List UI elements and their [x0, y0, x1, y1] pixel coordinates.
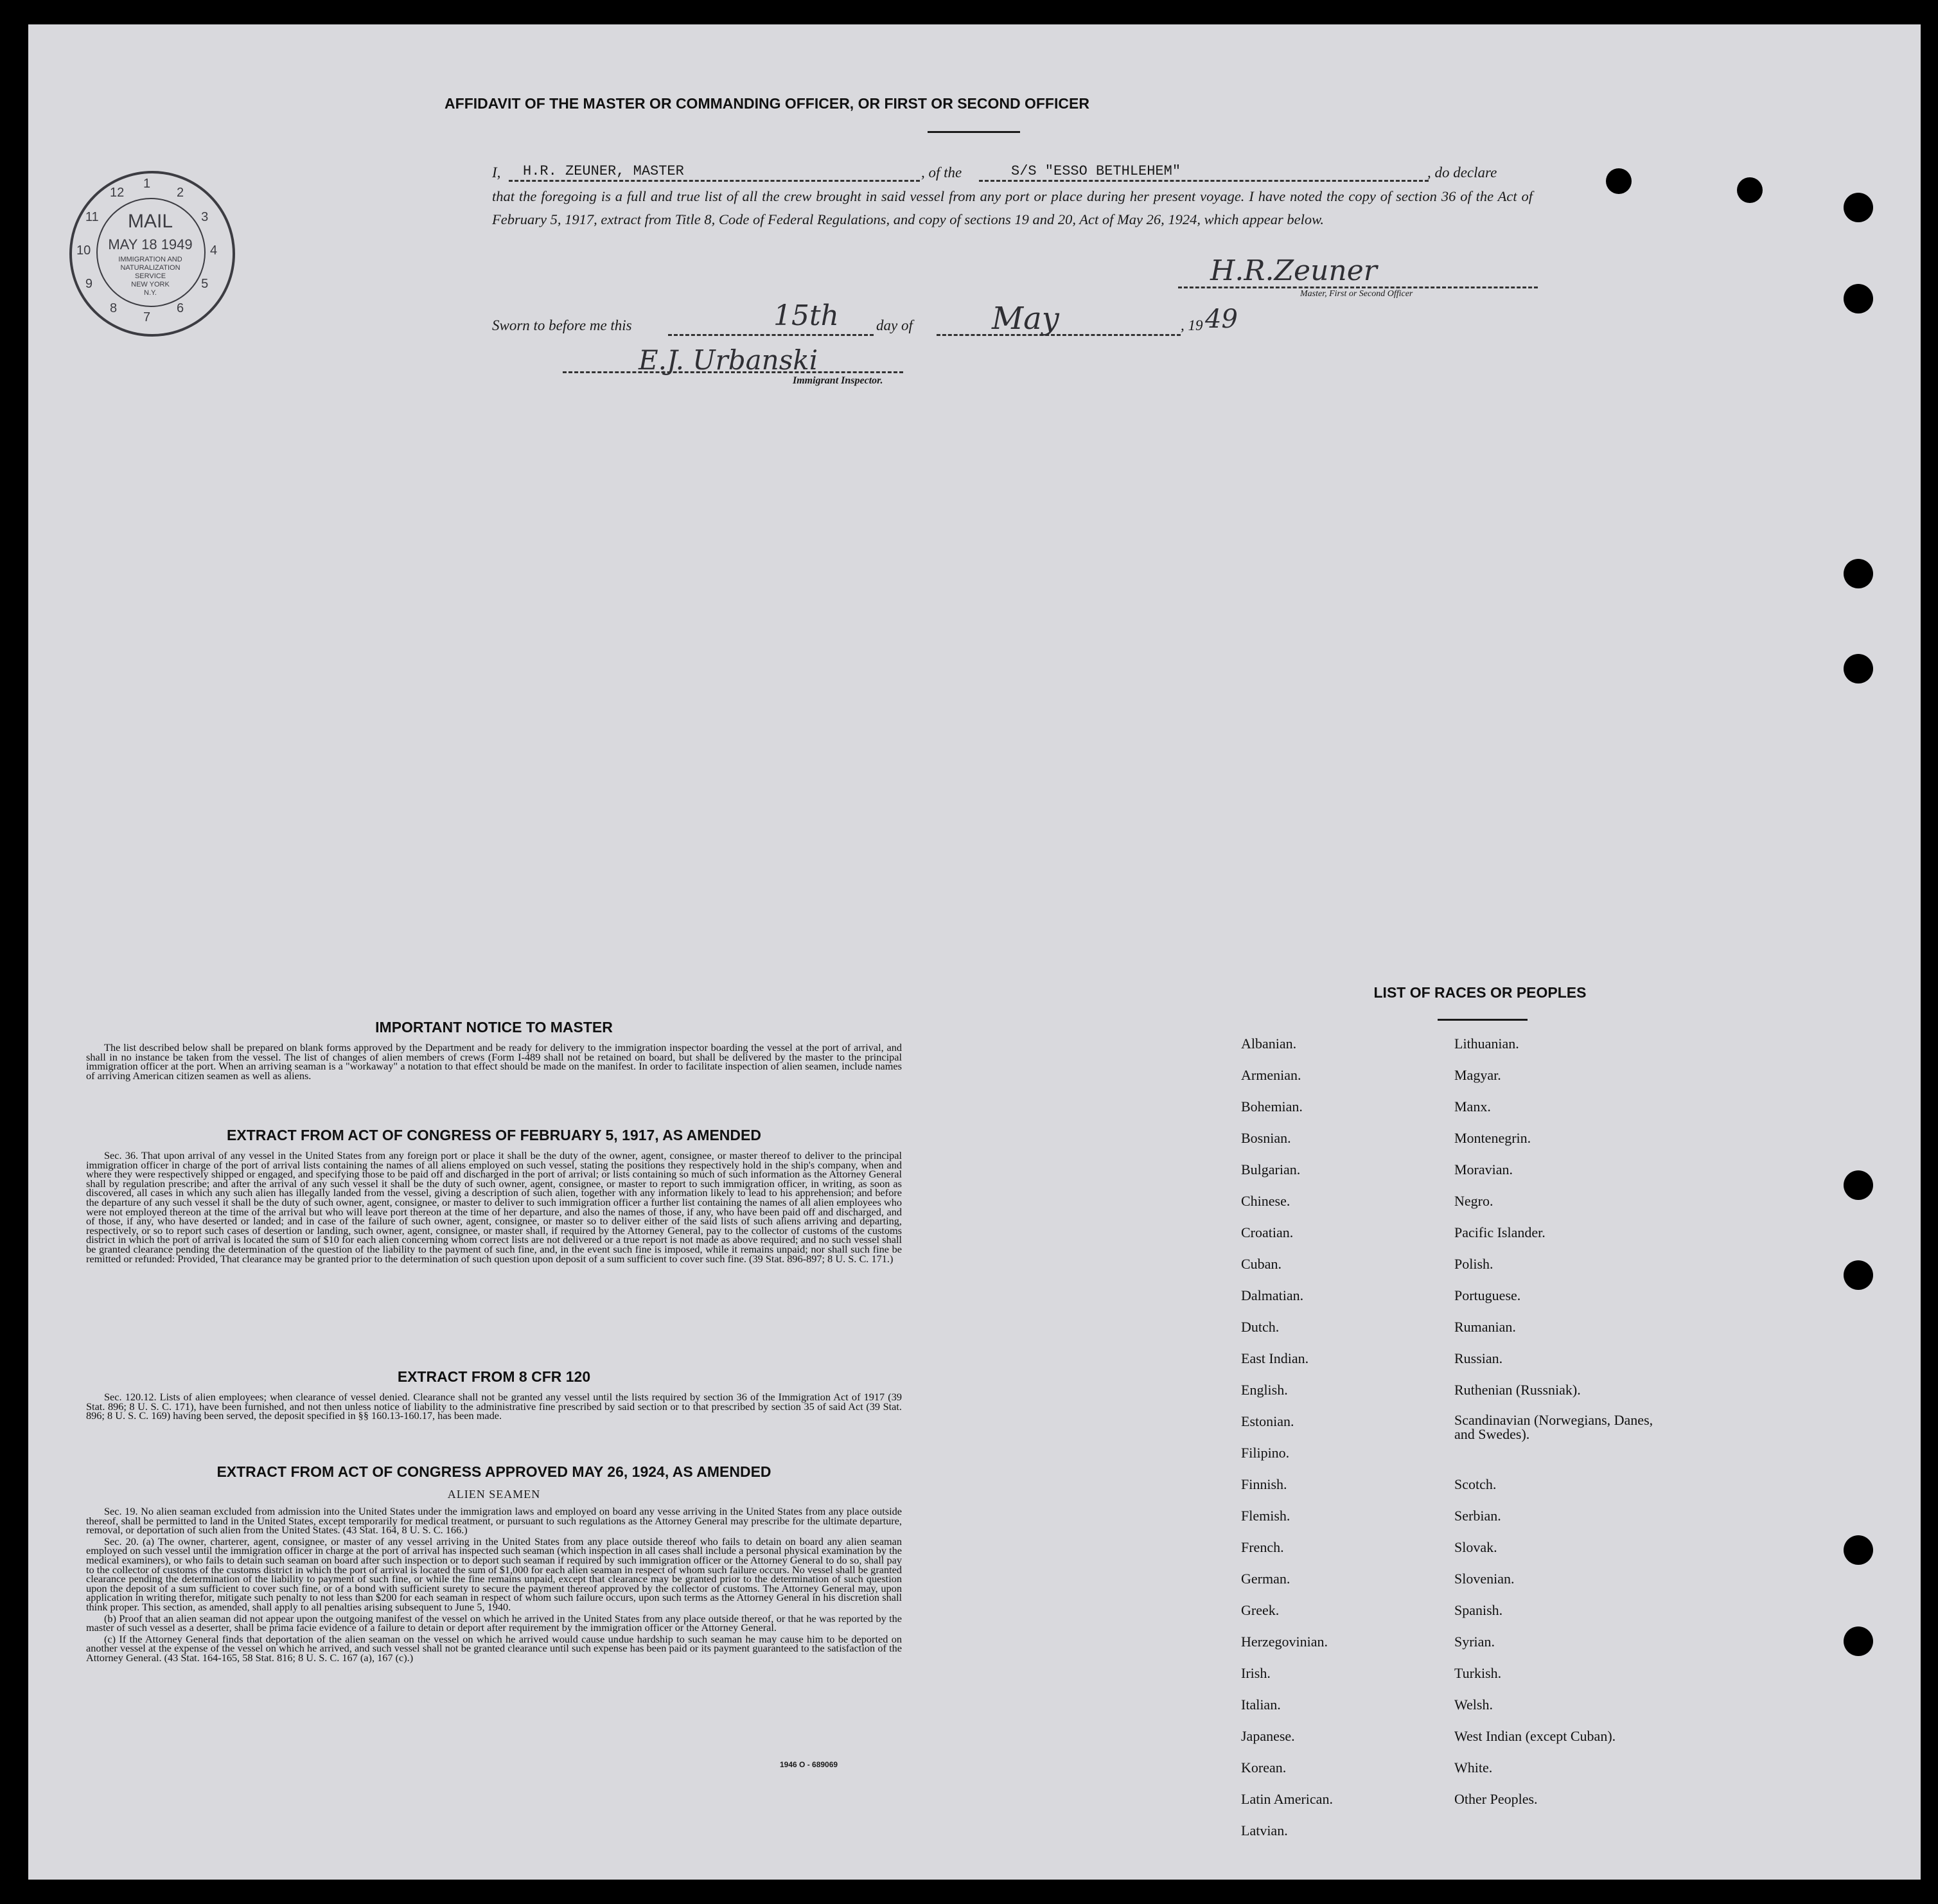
punch-hole — [1844, 1626, 1873, 1656]
race-item: Armenian. — [1241, 1067, 1301, 1083]
race-item: Albanian. — [1241, 1036, 1297, 1052]
extract1924-subtitle: ALIEN SEAMEN — [447, 1488, 541, 1501]
race-item: Slovenian. — [1454, 1571, 1515, 1587]
extract1917-text — [86, 1151, 902, 1265]
signature-caption: Master, First or Second Officer — [1300, 289, 1413, 299]
race-item: Herzegovinian. — [1241, 1634, 1328, 1650]
race-item: Greek. — [1241, 1602, 1280, 1618]
punch-hole — [1844, 559, 1873, 588]
notice-paragraph: The list described below shall be prepared on blank forms approved by the Department and be ready for delivery to the immigration inspector boarding the vessel at the port of arrival, and shall in no instance be taken from the vessel. The list of changes of alien members of crews (Form I-489 shall not be retained on board, but shall be delivered by the master to the principal immigration officer at the port. When an arriving seaman is a "workaway" a notation to that effect should be made on the manifest. In order to facilitate inspection of alien seamen, include names of arriving American citizen seamen as well as aliens. — [86, 1041, 902, 1082]
race-item: Serbian. — [1454, 1508, 1501, 1524]
race-item: Magyar. — [1454, 1067, 1501, 1083]
title-underline — [928, 131, 1020, 133]
stamp-line2: NATURALIZATION — [120, 264, 181, 272]
race-item: Finnish. — [1241, 1476, 1287, 1492]
ink-blot — [1606, 168, 1632, 194]
stamp-number: 6 — [177, 301, 184, 316]
race-item: Polish. — [1454, 1256, 1493, 1272]
race-item: Montenegrin. — [1454, 1130, 1531, 1146]
master-name: H.R. ZEUNER, MASTER — [523, 163, 684, 179]
race-item: Flemish. — [1241, 1508, 1291, 1524]
signature-line — [1178, 286, 1538, 288]
race-item: Dalmatian. — [1241, 1287, 1304, 1303]
race-item: Manx. — [1454, 1098, 1491, 1115]
stamp-line5: N.Y. — [144, 289, 157, 297]
race-item: Irish. — [1241, 1665, 1271, 1681]
sworn-prefix: Sworn to before me this — [492, 317, 632, 333]
sworn-day: 15th — [773, 299, 840, 332]
race-item: Moravian. — [1454, 1161, 1513, 1177]
punch-hole — [1844, 1260, 1873, 1290]
vessel-line — [979, 180, 1429, 182]
sworn-year: 49 — [1205, 304, 1238, 334]
punch-hole — [1844, 654, 1873, 683]
inspector-signature: E.J. Urbanski — [639, 344, 818, 376]
extract1917-title: EXTRACT FROM ACT OF CONGRESS OF FEBRUARY 5, 1917, AS AMENDED — [227, 1127, 761, 1143]
print-code: 1946 O - 689069 — [780, 1760, 838, 1769]
stamp-number: 9 — [85, 277, 93, 291]
race-item: French. — [1241, 1539, 1284, 1555]
stamp-date: MAY 18 1949 — [108, 236, 193, 252]
day-line — [668, 334, 874, 336]
race-item: Russian. — [1454, 1350, 1503, 1366]
document-page — [28, 24, 1921, 1880]
race-item: Spanish. — [1454, 1602, 1503, 1618]
cfr120-title: EXTRACT FROM 8 CFR 120 — [397, 1368, 591, 1385]
affidavit-of-the: , of the — [921, 164, 962, 181]
race-item: Other Peoples. — [1454, 1791, 1538, 1807]
stamp-number: 1 — [143, 177, 151, 191]
race-item: Chinese. — [1241, 1193, 1291, 1209]
races-title: LIST OF RACES OR PEOPLES — [1373, 984, 1587, 1001]
inspector-caption: Immigrant Inspector. — [793, 375, 883, 386]
race-item: Latvian. — [1241, 1822, 1288, 1838]
punch-hole — [1844, 193, 1873, 222]
extract1917-paragraph: Sec. 36. That upon arrival of any vessel in the United States from any foreign port or place it shall be the duty of the owner, agent, consignee, or master thereof to deliver to the principal immigration officer in charge of the port of arrival lists containing the names of all aliens employed on such vessel, stating the positions they respectively hold in the ship's company, when and where they were respectively shipped or engaged, and specifying those to be paid off and discharged in the port of arrival; or lists containing so much of such information as the Attorney General shall by regulation prescribe; and after the arrival of any such vessel it shall be the duty of such owner, agent, consignee, or master to report to such immigration officer, in writing, as soon as discovered, all cases in which any such alien has illegally landed from the vessel, giving a description of such alien, together with any information likely to lead to his apprehension; and before the departure of any such vessel it shall be the duty of such owner, agent, consignee, or master to deliver to such immigration officer a further list containing the names of all alien employees who were not employed thereon at the time of the arrival but who will leave port thereon at the time of her departure, and also the names of those, if any, who have been paid off and discharged, and of those, if any, who have deserted or landed; and in case of the failure of such owner, agent, consignee, or master so to deliver either of the said lists of such aliens arriving and departing, respectively, or so to report such cases of desertion or landing, such owner, agent, consignee, or master shall, if required by the Attorney General, pay to the collector of customs of the customs district in which the port of arrival is located the sum of $10 for each alien concerning whom correct lists are not delivered or a true report is not made as above required; and no such vessel shall be granted clearance pending the determination of the question of the liability to the payment of such fine, and, in the event such fine is imposed, while it remains unpaid; nor shall such fine be remitted or refunded: Provided, That clearance may be granted prior to the determination of such question upon deposit of a sum sufficient to cover such fine. (39 Stat. 896-897; 8 U. S. C. 171.) — [86, 1149, 902, 1265]
affidavit-title: AFFIDAVIT OF THE MASTER OR COMMANDING OFFICER, OR FIRST OR SECOND OFFICER — [445, 95, 1089, 112]
cfr120-text — [86, 1393, 902, 1423]
cfr120-paragraph: Sec. 120.12. Lists of alien employees; when clearance of vessel denied. Clearance shall not be granted any vessel until the lists required by section 36 of the Immigration Act of 1917 (39 Stat. 896; 8 U. S. C. 171), have been furnished, and not then unless notice of liability to the administrative fine prescribed by said section or to that prescribed by section 35 of said Act (39 Stat. 896; 8 U. S. C. 169) having been served, the deposit specified in §§ 160.13-160.17, has been made. — [86, 1391, 902, 1422]
race-item: Welsh. — [1454, 1697, 1493, 1713]
stamp-number: 4 — [210, 243, 218, 258]
race-item: Croatian. — [1241, 1224, 1294, 1240]
race-item: White. — [1454, 1759, 1493, 1776]
race-item: Pacific Islander. — [1454, 1224, 1546, 1240]
master-signature: H.R.Zeuner — [1210, 254, 1377, 287]
punch-hole — [1844, 1170, 1873, 1200]
race-item: Syrian. — [1454, 1634, 1495, 1650]
race-item: Estonian. — [1241, 1413, 1294, 1429]
ink-blot — [1737, 177, 1763, 203]
race-item: Lithuanian. — [1454, 1036, 1519, 1052]
stamp-number: 11 — [85, 210, 99, 224]
race-item: Cuban. — [1241, 1256, 1282, 1272]
race-item: Italian. — [1241, 1697, 1281, 1713]
race-item: Turkish. — [1454, 1665, 1502, 1681]
extract1924-p3: (b) Proof that an alien seaman did not appear upon the outgoing manifest of the vessel on which he arrived in the United States from any place outside thereof, or that he was reported by the master of such vessel as a deserter, shall be prima facie evidence of a failure to detain or deport after requirement by the immigration officer or the Attorney General. — [86, 1612, 902, 1634]
race-item: Scandinavian (Norwegians, Danes, and Swedes). — [1454, 1412, 1653, 1442]
race-item: Bohemian. — [1241, 1098, 1303, 1115]
vessel-name: S/S "ESSO BETHLEHEM" — [1011, 163, 1181, 179]
race-item: Latin American. — [1241, 1791, 1333, 1807]
extract1924-p1: Sec. 19. No alien seaman excluded from admission into the United States under the immigration laws and employed on board any vesse arriving in the United States from any place outside thereof, shall be permitted to land in the United States, except temporarily for medical treatment, or pursuant to such regulations as the Attorney General may prescribe for the ultimate departure, removal, or deportation of such alien from the United States. (43 Stat. 164, 8 U. S. C. 166.) — [86, 1505, 902, 1537]
stamp-number: 2 — [177, 185, 184, 200]
race-item: Ruthenian (Russniak). — [1454, 1382, 1581, 1398]
race-item: English. — [1241, 1382, 1288, 1398]
sworn-month: May — [992, 301, 1059, 337]
master-name-line — [509, 180, 920, 182]
race-item: Portuguese. — [1454, 1287, 1521, 1303]
races-title-underline — [1438, 1019, 1528, 1021]
stamp-line3: SERVICE — [134, 272, 166, 280]
race-item: Negro. — [1454, 1193, 1493, 1209]
punch-hole — [1844, 284, 1873, 313]
punch-hole — [1844, 1535, 1873, 1565]
race-item: East Indian. — [1241, 1350, 1309, 1366]
extract1924-p2: Sec. 20. (a) The owner, charterer, agent, consignee, or master of any vessel arriving in the United States from any place outside thereof who fails to detain on board any alien seaman employed on such vessel until the immigration officer in charge at the port of arrival has inspected such seaman (which inspection in all cases shall include a personal physical examination by the medical examiners), or who fails to detain such seaman on board after such inspection or to deport such seaman if required by such immigration officer or the Attorney General to do so, shall pay to the collector of customs of the customs district in which the port of arrival is located the sum of $1,000 for each alien seaman in respect of whom such failure occurs. No vessel shall be granted clearance pending the determination of the liability to payment of such fine, or while the fine remains unpaid, except that clearance may be granted prior to the determination of such question upon the deposit of a sum sufficient to cover such fine, or of a bond with sufficient surety to secure the payment thereof approved by the collector of customs. The Attorney General may, upon application in writing therefor, mitigate such penalty to not less than $200 for each seaman in respect of whom such failure occurs, upon such terms as the Attorney General in his discretion shall think proper. This section, as amended, shall apply to all penalties arising subsequent to June 5, 1940. — [86, 1535, 902, 1613]
stamp-number: 12 — [110, 185, 125, 200]
affidavit-i: I, — [492, 164, 501, 181]
stamp-number: 7 — [143, 310, 151, 324]
race-item: Dutch. — [1241, 1319, 1280, 1335]
race-item: Rumanian. — [1454, 1319, 1516, 1335]
extract1924-p4: (c) If the Attorney General finds that deportation of the alien seaman on the vessel on which he arrived would cause undue hardship to such seaman he may cause him to be deported on another vessel at the expense of the vessel on which he arrived, and such vessel shall not be granted clearance until such expense has been paid or its payment guaranteed to the satisfaction of the Attorney General. (43 Stat. 164-165, 58 Stat. 816; 8 U. S. C. 167 (a), 167 (c).) — [86, 1632, 902, 1664]
race-item: Filipino. — [1241, 1445, 1290, 1461]
race-item: Bulgarian. — [1241, 1161, 1301, 1177]
sworn-day-of: day of — [876, 317, 913, 333]
inspector-line — [563, 371, 903, 373]
extract1924-title: EXTRACT FROM ACT OF CONGRESS APPROVED MAY 26, 1924, AS AMENDED — [216, 1463, 771, 1480]
notice-text — [86, 1043, 902, 1082]
race-item: Slovak. — [1454, 1539, 1497, 1555]
stamp-line1: IMMIGRATION AND — [118, 256, 182, 263]
affidavit-do-declare: , do declare — [1427, 164, 1497, 181]
stamp-line4: NEW YORK — [131, 281, 170, 288]
stamp-number: 5 — [201, 277, 209, 291]
stamp-number: 3 — [201, 210, 209, 224]
race-item: Bosnian. — [1241, 1130, 1291, 1146]
stamp-number: 8 — [110, 301, 118, 316]
stamp-top: MAIL — [127, 211, 173, 232]
race-item: Korean. — [1241, 1759, 1287, 1776]
race-item: German. — [1241, 1571, 1291, 1587]
race-item: West Indian (except Cuban). — [1454, 1728, 1616, 1744]
stamp-number: 10 — [76, 243, 91, 258]
declaration-text: that the foregoing is a full and true list of all the crew brought in said vessel from any port or place during her present voyage. I have noted the copy of section 36 of the Act of February 5, 1917, extract from Title 8, Code of Federal Regulations, and copy of sections 19 and 20, Act of May 26, 1924, which appear below. — [492, 188, 1533, 227]
sworn-year-prefix: , 19 — [1181, 317, 1203, 333]
extract1924-text — [86, 1507, 902, 1665]
race-item: Japanese. — [1241, 1728, 1295, 1744]
race-item: Scotch. — [1454, 1476, 1497, 1492]
notice-title: IMPORTANT NOTICE TO MASTER — [375, 1019, 613, 1036]
